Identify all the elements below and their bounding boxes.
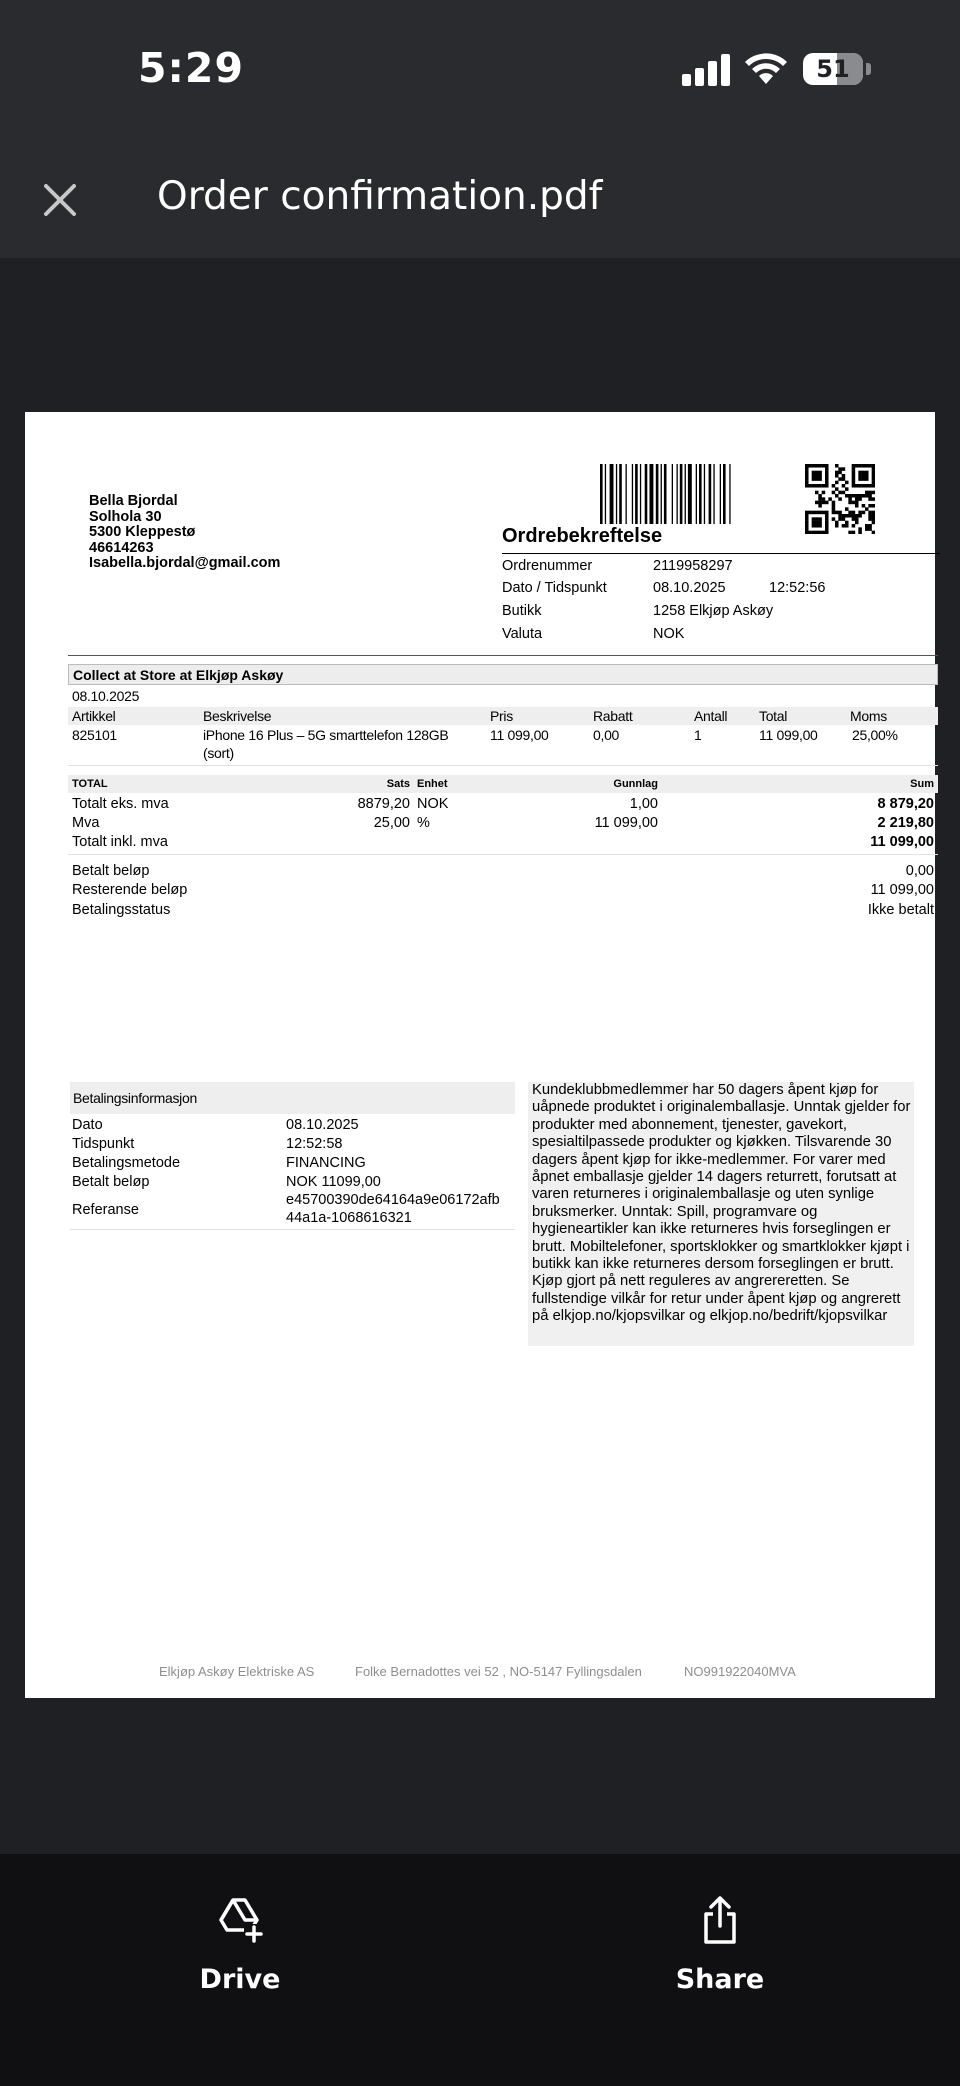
pay-reference-label: Referanse	[72, 1202, 139, 1218]
total-ex-vat-sum: 8 879,20	[877, 796, 934, 812]
drive-label: Drive	[199, 1964, 281, 1995]
paid-amount-label: Betalt beløp	[72, 863, 150, 879]
vat-enhet: %	[417, 815, 430, 831]
order-date-value: 08.10.2025	[653, 580, 726, 596]
item-moms: 25,00%	[852, 727, 898, 743]
pay-method-value: FINANCING	[286, 1155, 366, 1171]
share-icon	[696, 1896, 744, 1944]
section-header	[68, 664, 938, 685]
paid-amount-value: 0,00	[905, 863, 934, 879]
item-pris: 11 099,00	[490, 727, 549, 743]
cellular-signal-icon	[682, 52, 732, 86]
col-moms: Moms	[850, 708, 887, 724]
item-artikkel: 825101	[72, 727, 117, 743]
section-title: Collect at Store at Elkjøp Askøy	[73, 667, 284, 683]
customer-postal: 5300 Kleppestø	[89, 524, 196, 540]
col-antall: Antall	[694, 708, 728, 724]
customer-email: Isabella.bjordal@gmail.com	[89, 555, 281, 571]
item-rabatt: 0,00	[593, 727, 620, 743]
customer-name: Bella Bjordal	[89, 493, 178, 509]
customer-street: Solhola 30	[89, 508, 162, 525]
totals-header-gunnlag: Gunnlag	[613, 778, 658, 790]
pay-amount-value: NOK 11099,00	[286, 1174, 381, 1190]
col-beskrivelse: Beskrivelse	[203, 708, 272, 724]
pay-reference-value-2: 44a1a-1068616321	[286, 1210, 412, 1226]
footer-org: NO991922040MVA	[684, 1664, 796, 1679]
payment-info-divider	[70, 1229, 515, 1230]
col-artikkel: Artikkel	[72, 708, 116, 724]
vat-sats: 25,00	[373, 815, 410, 831]
total-ex-vat-sats: 8879,20	[357, 796, 410, 812]
order-confirmation-heading: Ordrebekreftelse	[502, 525, 663, 547]
total-inc-vat-label: Totalt inkl. mva	[72, 834, 168, 850]
vat-sum: 2 219,80	[877, 815, 934, 831]
status-time: 5:29	[138, 44, 244, 92]
totals-header-sum: Sum	[910, 778, 934, 790]
battery-tip	[866, 63, 871, 75]
pdf-page[interactable]	[25, 412, 935, 1698]
item-description: iPhone 16 Plus – 5G smarttelefon 128GB	[203, 727, 449, 743]
status-bar	[0, 0, 960, 140]
bottom-action-bar	[0, 1854, 960, 2086]
close-icon	[30, 170, 90, 230]
total-ex-vat-enhet: NOK	[417, 796, 449, 812]
total-inc-vat-sum: 11 099,00	[870, 834, 934, 850]
terms-text: Kundeklubbmedlemmer har 50 dagers åpent kjøp for uåpnede produktet i originalemballasje. Unntak gjelder for produkter med abonnement, tjenester, gavekort, spesialtilpassede produkter og kjøkken. Tilsvarende 30 dagers åpent kjøp for ikke-medlemmer. For varer med åpnet emballasje gjelder 14 dagers returrett, forutsatt at varen returneres i originalemballasje og uten synlige bruksmerker. Unntak: Spill, programvare og hygieneartikler kan ikke returneres hvis forseglingen er brutt. Mobiltelefoner, sportsklokker og smartklokker kjøpt i butikk kan ikke returneres dersom forseglingen er brutt. Kjøp gjort på nett reguleres av angrereretten. Se fullstendige vilkår for retur under åpent kjøp og angrerett på elkjop.no/kjopsvilkar og elkjop.no/bedrift/kjopsvilkar	[528, 1082, 914, 1346]
add-to-drive-icon	[216, 1896, 264, 1944]
store-label: Butikk	[502, 603, 542, 619]
remaining-amount-label: Resterende beløp	[72, 882, 188, 898]
order-number-label: Ordrenummer	[502, 558, 593, 574]
payment-status-value: Ikke betalt	[867, 902, 934, 918]
total-ex-vat-gunnlag: 1,00	[629, 796, 658, 812]
drive-button[interactable]	[140, 1854, 340, 2034]
vat-label: Mva	[72, 815, 100, 831]
item-total: 11 099,00	[759, 727, 818, 743]
payment-info-header	[70, 1082, 515, 1114]
pay-time-label: Tidspunkt	[72, 1136, 135, 1152]
pay-reference-value-1: e45700390de64164a9e06172afb	[286, 1192, 500, 1208]
wifi-icon	[743, 50, 789, 86]
pay-amount-label: Betalt beløp	[72, 1174, 150, 1190]
footer-company: Elkjøp Askøy Elektriske AS	[159, 1664, 315, 1679]
pay-time-value: 12:52:58	[286, 1136, 343, 1152]
footer-address: Folke Bernadottes vei 52 , NO-5147 Fyllingsdalen	[355, 1664, 642, 1679]
document-title: Order confirmation.pdf	[157, 174, 603, 219]
order-time-value: 12:52:56	[769, 580, 826, 596]
heading-divider	[502, 553, 940, 554]
vat-gunnlag: 11 099,00	[594, 815, 658, 831]
totals-header-enhet: Enhet	[417, 778, 448, 790]
battery-icon	[803, 53, 863, 85]
pay-method-label: Betalingsmetode	[72, 1155, 181, 1171]
item-antall: 1	[694, 727, 702, 743]
totals-header-sats: Sats	[386, 778, 410, 790]
qr-code-image	[805, 464, 875, 534]
col-total: Total	[759, 708, 788, 724]
section-divider	[68, 655, 938, 656]
section-date: 08.10.2025	[72, 688, 140, 704]
totals-divider	[68, 854, 938, 855]
app-bar	[0, 140, 960, 258]
item-description-variant: (sort)	[203, 745, 234, 761]
remaining-amount-value: 11 099,00	[870, 882, 934, 898]
currency-value: NOK	[653, 626, 685, 642]
pay-date-label: Dato	[72, 1117, 103, 1133]
share-label: Share	[675, 1964, 765, 1995]
store-value: 1258 Elkjøp Askøy	[653, 603, 774, 619]
items-divider	[68, 765, 938, 766]
currency-label: Valuta	[502, 626, 543, 642]
totals-header-total: TOTAL	[72, 778, 108, 790]
payment-info-title: Betalingsinformasjon	[73, 1090, 197, 1106]
share-button[interactable]	[620, 1854, 820, 2034]
battery-level: 51	[816, 55, 850, 83]
pay-date-value: 08.10.2025	[286, 1117, 359, 1133]
col-rabatt: Rabatt	[593, 708, 633, 724]
barcode-image	[600, 464, 762, 524]
col-pris: Pris	[490, 708, 513, 724]
close-button[interactable]	[30, 170, 90, 230]
customer-address	[89, 494, 280, 572]
customer-phone: 46614263	[89, 539, 154, 556]
total-ex-vat-label: Totalt eks. mva	[72, 796, 169, 812]
payment-status-label: Betalingsstatus	[72, 902, 171, 918]
order-date-label: Dato / Tidspunkt	[502, 580, 607, 596]
order-number-value: 2119958297	[653, 558, 733, 574]
